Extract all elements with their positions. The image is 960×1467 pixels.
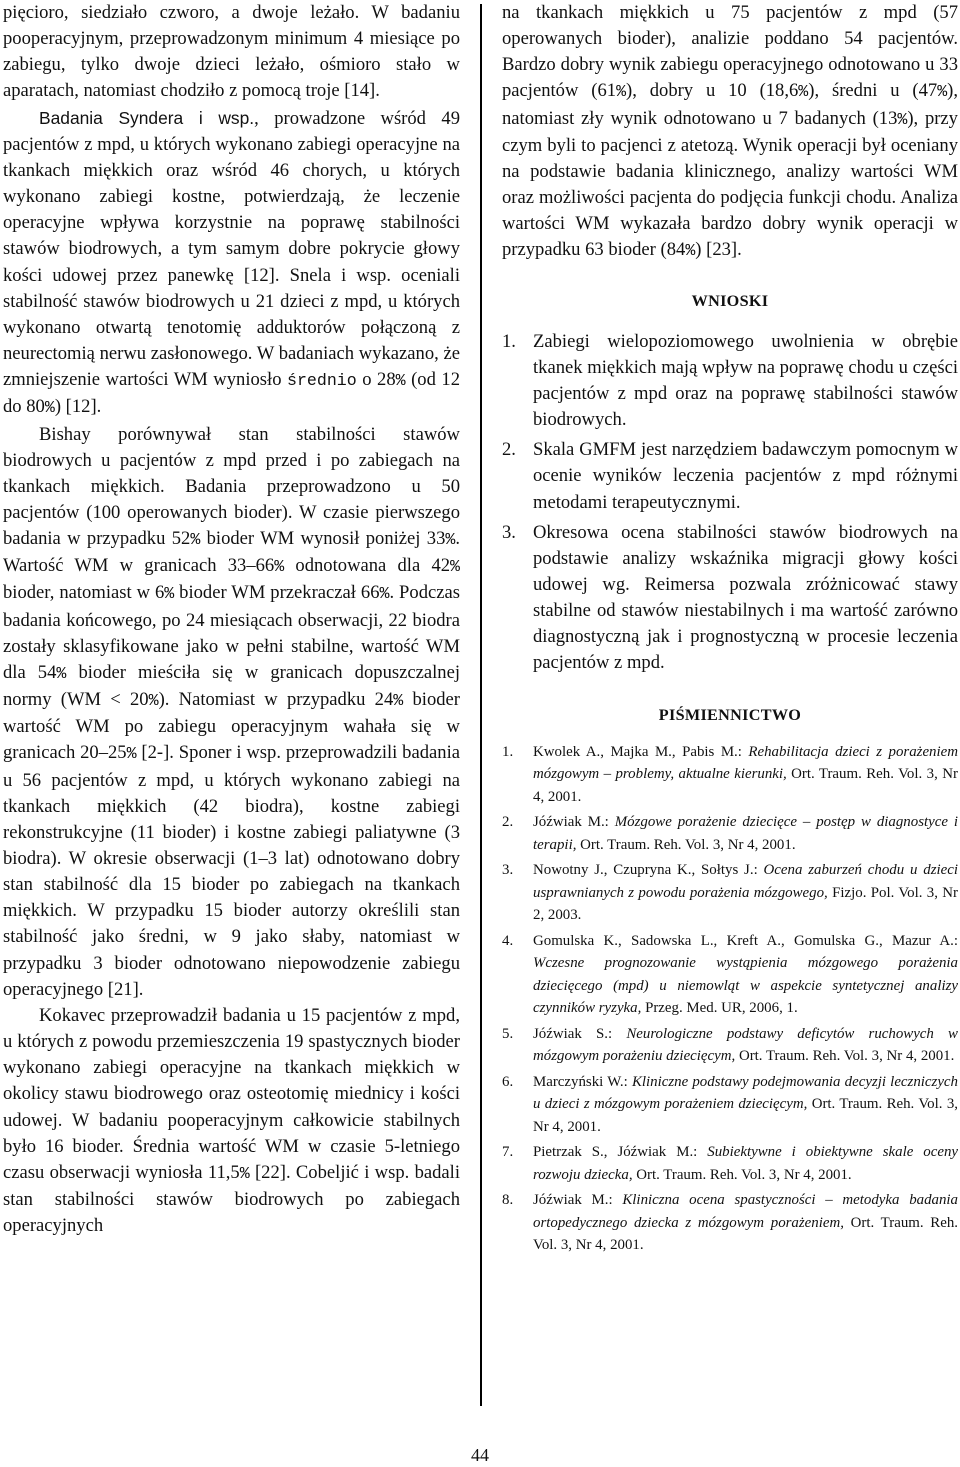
page-number: 44: [471, 1445, 489, 1465]
reference-authors: Jóźwiak M.:: [533, 1192, 623, 1209]
text-run: %: [379, 584, 390, 604]
reference-source: Ort. Traum. Reh. Vol. 3, Nr 4, 2001.: [533, 1096, 958, 1135]
right-intro-paragraph: [502, 0, 958, 265]
reference-authors: Nowotny J., Czupryna K., Sołtys J.:: [533, 862, 764, 879]
text-run: %: [239, 1163, 250, 1183]
text-run: . Podczas badania końcowego, po 24 miesiącach obserwacji, 22 biodra zostały sklasyfikowane jako w pełni stabilne, wartość WM dla 54: [3, 582, 460, 683]
text-run: o 28: [356, 369, 396, 391]
reference-source: Ort. Traum. Reh. Vol. 3, Nr 4, 2001.: [533, 1214, 958, 1254]
text-run: %: [685, 241, 696, 261]
conclusion-text: Okresowa ocena stabilności stawów biodrowych na podstawie analizy wskaźnika migracji głowy kości udowej wg. Reimersa pozwala zróżnicować stawy stabilne od stawów niestabilnych i ma wartość zarówno diagnostyczną jak i prognostyczną w procesie leczenia pacjentów z mpd.: [533, 521, 958, 674]
right-column: [502, 0, 958, 1260]
reference-number: 4.: [502, 932, 514, 949]
reference-source: Ort. Traum. Reh. Vol. 3, Nr 4, 2001.: [632, 1166, 852, 1183]
reference-source: Ort. Traum. Reh. Vol. 3, Nr 4, 2001.: [533, 766, 958, 805]
reference-item: [502, 1071, 958, 1139]
text-run: średnio: [287, 371, 357, 391]
text-run: Bishay porównywał stan stabilności stawów biodrowych u pacjentów z mpd przed i po zabiegach na tkankach miękkich. Badania przeprowadzono u 50 pacjentów (100 operowanych bioder). W czasie pierwszego badania w przypadku 52: [3, 423, 460, 550]
text-run: %: [190, 530, 201, 550]
text-run: %: [126, 744, 137, 764]
conclusion-item: [502, 520, 958, 677]
text-run: ), dobry u 10 (18,6: [626, 80, 799, 102]
reference-authors: Jóźwiak M.:: [533, 814, 615, 831]
body-paragraph: [3, 422, 460, 1003]
reference-number: 5.: [502, 1025, 514, 1042]
column-divider: [480, 4, 482, 1406]
conclusions-heading: WNIOSKI: [691, 291, 769, 310]
text-run: %: [798, 82, 809, 102]
text-run: %: [897, 109, 908, 129]
reference-number: 1.: [502, 743, 514, 760]
reference-title: Neurologiczne podstawy deficytów ruchowych w mózgowym porażeniu dziecięcym,: [533, 1025, 958, 1065]
reference-number: 3.: [502, 862, 514, 879]
reference-source: Ort. Traum. Reh. Vol. 3, Nr 4, 2001.: [576, 836, 796, 853]
text-run: ). Natomiast w przypadku 24: [158, 689, 394, 711]
body-paragraph: [3, 1003, 460, 1239]
text-run: , prowadzone wśród 49 pacjentów z mpd, u których wykonano zabiegi operacyjne na tkankach miękkich oraz wśród 46 chorych, u których wykonano zabiegi kostne, potwierdzają, że leczenie operacyjne wpływa korzystnie na poprawę stabilności stawów biodrowych, a tym samym dobre pokrycie głowy kości udowej przez panewkę [12]. Snela i wsp. oceniali stabilność stawów biodrowych u 21 dzieci z mpd, u których wykonano otwartą tenotomię adduktorów połączoną z neurectomią nerwu zasłonowego. W badaniach wykazano, że zmniejszenie wartości WM wyniosło: [3, 107, 460, 391]
reference-item: [502, 1023, 958, 1068]
reference-authors: Marczyński W.:: [533, 1073, 632, 1090]
left-column: [3, 0, 460, 1239]
reference-item: [502, 1189, 958, 1257]
text-run: bioder mieściła się w granicach dopuszczalnej normy (WM < 20: [3, 661, 460, 711]
text-run: %: [56, 663, 67, 683]
reference-source: Przeg. Med. UR, 2006, 1.: [641, 1000, 798, 1017]
conclusion-text: Skala GMFM jest narzędziem badawczym pomocnym w ocenie wyników leczenia pacjentów z mpd różnymi metodami terapeutycznymi.: [533, 439, 958, 513]
reference-source: Ort. Traum. Reh. Vol. 3, Nr 4, 2001.: [735, 1048, 955, 1065]
conclusions-list: [502, 329, 958, 677]
reference-authors: Jóźwiak S.:: [533, 1025, 627, 1042]
reference-title: Kliniczne podstawy podejmowania decyzji leczniczych u dzieci z mózgowym porażeniem dziecięcym,: [533, 1073, 958, 1113]
text-run: %: [445, 530, 456, 550]
text-run: [2-]. Sponer i wsp. przeprowadzili badania u 56 pacjentów z mpd, u których wykonano zabiegi na tkankach miękkich (42 biodra), kostne zabiegi rekonstrukcyjne (11 bioder) i kostne zabiegi paliatywne (3 biodra). W okresie obserwacji (1–3 lat) odnotowano dobry stan stabilność dla 15 bioder po zabiegach na tkankach miękkich. W przypadku 15 bioder autorzy określili stan stabilność jako średni, w 9 jako słaby, natomiast w przypadku 3 bioder odnotowano niepowodzenie zabiegu operacyjnego [21].: [3, 742, 460, 1000]
reference-item: [502, 1141, 958, 1186]
text-run: na tkankach miękkich u 75 pacjentów z mpd (57 operowanych bioder), analizie poddano 54 pacjentów. Bardzo dobry wynik zabiegu operacyjnego odnotowano u 33 pacjentów (61: [502, 2, 958, 102]
reference-title: Mózgowe porażenie dziecięce – postęp w diagnostyce i terapii,: [533, 814, 959, 853]
reference-title: Ocena zaburzeń chodu u dzieci usprawnianych z powodu porażenia mózgowego,: [533, 862, 958, 901]
conclusion-number: 1.: [502, 330, 516, 352]
text-run: %: [450, 557, 461, 577]
text-run: bioder WM przekraczał 66: [174, 582, 380, 604]
text-run: ), natomiast zły wynik odnotowano u 7 badanych (13: [502, 80, 959, 129]
text-run: %: [395, 371, 406, 391]
text-run: odnotowana dla 42: [284, 555, 451, 577]
text-run: bioder, natomiast w 6: [3, 582, 165, 604]
text-run: ) [12].: [54, 396, 102, 418]
text-run: pięcioro, siedziało czworo, a dwoje leżało. W badaniu pooperacyjnym, przeprowadzonym minimum 4 miesiące po zabiegu, tylko dwoje dzieci leżało, ośmioro stało w aparatach, natomiast chodziło z pomocą troje [14].: [3, 2, 460, 102]
conclusion-number: 2.: [502, 439, 516, 461]
text-run: [22]. Cobeljić i wsp. badali stan stabilności stawów biodrowych po zabiegach operacyjnych: [3, 1161, 461, 1237]
text-run: . Wartość WM w granicach 33–66: [3, 528, 461, 577]
reference-authors: Gomulska K., Sadowska L., Kreft A., Gomulska G., Mazur A.:: [533, 932, 958, 949]
reference-item: [502, 930, 958, 1020]
reference-number: 7.: [502, 1144, 514, 1161]
reference-title: Kliniczna ocena spastyczności – metodyka badania ortopedycznego dziecka z mózgowym porażeniem,: [533, 1192, 959, 1231]
reference-title: Wczesne prognozowanie wystąpienia mózgowego porażenia dziecięcego (mpd) u niemowląt w aspekcie syntetycznej analizy czynników ryzyka,: [533, 955, 958, 1017]
reference-authors: Kwolek A., Majka M., Pabis M.:: [533, 743, 749, 760]
text-run: Badania Syndera i wsp.: [39, 107, 255, 128]
text-run: Kokavec przeprowadził badania u 15 pacjentów z mpd, u których z powodu przemieszczenia 19 spastycznych bioder wykonano zabiegi operacyjne na tkankach miękkich w okolicy stawu biodrowego oraz osteotomię miednicy i kości udowej. W badaniu pooperacyjnym całkowicie stabilnych było 16 bioder. Średnia wartość WM w czasie 5-letniego czasu obserwacji wyniosła 11,5: [3, 1004, 460, 1183]
reference-number: 2.: [502, 814, 514, 831]
references-heading: PIŚMIENNICTWO: [658, 705, 802, 724]
text-run: ), średni u (47: [808, 80, 938, 102]
text-run: (od 12 do 80: [3, 369, 460, 418]
reference-number: 8.: [502, 1192, 514, 1209]
text-run: ), przy czym byli to pacjenci z atetozą. Wynik operacji był oceniany na podstawie badania klinicznego, analizy wartości WM oraz możliwości pacjenta do podjęcia funkcji chodu. Analiza wartości WM wykazała bardzo dobry wynik operacji w przypadku 63 bioder (84: [502, 107, 958, 261]
conclusion-number: 3.: [502, 521, 516, 543]
text-run: %: [164, 584, 175, 604]
conclusion-item: [502, 329, 958, 434]
text-run: %: [393, 691, 404, 711]
text-run: bioder WM wynosił poniżej 33: [200, 528, 446, 550]
text-run: %: [44, 398, 55, 418]
reference-authors: Pietrzak S., Jóźwiak M.:: [533, 1144, 708, 1161]
conclusion-text: Zabiegi wielopoziomowego uwolnienia w obrębie tkanek miękkich mają wpływ na poprawę chodu u części pacjentów z mpd oraz na poprawę stabilności stawów biodrowych.: [533, 330, 958, 431]
text-run: %: [148, 691, 159, 711]
text-run: %: [274, 557, 285, 577]
references-list: [502, 741, 958, 1257]
conclusion-item: [502, 437, 958, 515]
reference-item: [502, 859, 958, 927]
reference-title: Rehabilitacja dzieci z porażeniem mózgowym – problemy, aktualne kierunki,: [533, 743, 959, 783]
reference-source: Fizjo. Pol. Vol. 3, Nr 2, 2003.: [533, 884, 958, 924]
reference-number: 6.: [502, 1073, 514, 1090]
text-run: %: [937, 82, 948, 102]
text-run: ) [23].: [695, 239, 742, 261]
reference-item: [502, 741, 958, 809]
reference-title: Subiektywne i obiektywne skale oceny rozwoju dziecka,: [533, 1144, 958, 1183]
text-run: bioder wartość WM po zabiegu operacyjnym wahała się w granicach 20–25: [3, 689, 460, 764]
text-run: %: [616, 82, 627, 102]
body-paragraph: [3, 0, 460, 105]
body-paragraph: [3, 105, 460, 422]
reference-item: [502, 811, 958, 856]
